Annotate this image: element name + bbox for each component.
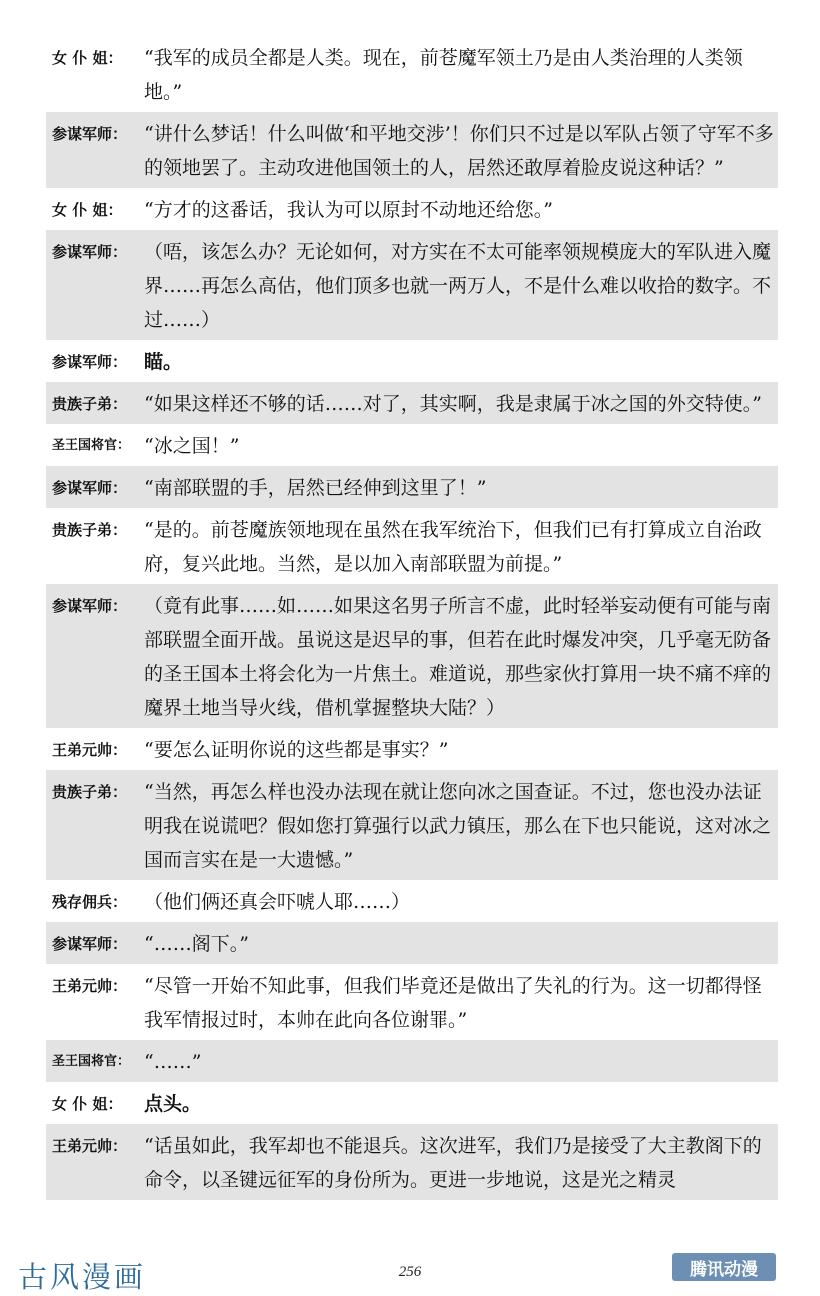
dialogue-row xyxy=(46,112,778,188)
speaker-label: 贵族子弟： xyxy=(52,521,128,539)
dialogue-row xyxy=(46,770,778,880)
dialogue-text: “冰之国！” xyxy=(144,435,240,457)
dialogue-text: “……阁下。” xyxy=(144,933,249,955)
dialogue-row xyxy=(46,508,778,584)
speaker-label: 女 仆 姐： xyxy=(52,1095,123,1113)
dialogue-row xyxy=(46,1040,778,1082)
speaker-label: 女 仆 姐： xyxy=(52,201,123,219)
dialogue-text: “方才的这番话，我认为可以原封不动地还给您。” xyxy=(144,199,553,221)
dialogue-row xyxy=(46,382,778,424)
speaker-label: 王弟元帅： xyxy=(52,741,128,759)
dialogue-row xyxy=(46,922,778,964)
dialogue-row xyxy=(46,424,778,466)
action-text: 瞄。 xyxy=(144,351,183,373)
speaker-label: 残存佣兵： xyxy=(52,893,128,911)
dialogue-text: “要怎么证明你说的这些都是事实？” xyxy=(144,739,449,761)
speaker-label: 参谋军师： xyxy=(52,597,128,615)
dialogue-text: “是的。前苍魔族领地现在虽然在我军统治下，但我们已有打算成立自治政府，复兴此地。当然，是以加入南部联盟为前提。” xyxy=(144,519,762,575)
speaker-label: 参谋军师： xyxy=(52,353,128,371)
speaker-label: 女 仆 姐： xyxy=(52,49,123,67)
dialogue-page xyxy=(46,36,778,1200)
speaker-label: 王弟元帅： xyxy=(52,1137,128,1155)
speaker-label: 圣王国将官： xyxy=(52,438,131,453)
dialogue-text: “当然，再怎么样也没办法现在就让您向冰之国查证。不过，您也没办法证明我在说谎吧？假如您打算强行以武力镇压，那么在下也只能说，这对冰之国而言实在是一大遗憾。” xyxy=(144,781,772,871)
dialogue-text: （竟有此事……如……如果这名男子所言不虚，此时轻举妄动便有可能与南部联盟全面开战。虽说这是迟早的事，但若在此时爆发冲突，几乎毫无防备的圣王国本土将会化为一片焦土。难道说，那些家伙打算用一块不痛不痒的魔界土地当导火线，借机掌握整块大陆？） xyxy=(144,595,772,719)
dialogue-row xyxy=(46,188,778,230)
dialogue-text: （唔，该怎么办？无论如何，对方实在不太可能率领规模庞大的军队进入魔界……再怎么高估，他们顶多也就一两万人，不是什么难以收拾的数字。不过……） xyxy=(144,241,772,331)
dialogue-row xyxy=(46,728,778,770)
dialogue-text: “……” xyxy=(144,1051,202,1073)
dialogue-text: “尽管一开始不知此事，但我们毕竟还是做出了失礼的行为。这一切都得怪我军情报过时，本帅在此向各位谢罪。” xyxy=(144,975,762,1031)
action-text: 点头。 xyxy=(144,1093,202,1115)
dialogue-row xyxy=(46,36,778,112)
speaker-label: 参谋军师： xyxy=(52,125,128,143)
dialogue-text: “讲什么梦话！什么叫做‘和平地交涉’！你们只不过是以军队占领了守军不多的领地罢了。主动攻进他国领土的人，居然还敢厚着脸皮说这种话？” xyxy=(144,123,774,179)
page-number: 256 xyxy=(398,1264,422,1280)
speaker-label: 参谋军师： xyxy=(52,479,128,497)
speaker-label: 王弟元帅： xyxy=(52,977,128,995)
dialogue-row xyxy=(46,584,778,728)
dialogue-text: （他们俩还真会吓唬人耶……） xyxy=(144,891,411,913)
dialogue-text: “南部联盟的手，居然已经伸到这里了！” xyxy=(144,477,487,499)
dialogue-text: “我军的成员全都是人类。现在，前苍魔军领土乃是由人类治理的人类领地。” xyxy=(144,47,743,103)
dialogue-text: “如果这样还不够的话……对了，其实啊，我是隶属于冰之国的外交特使。” xyxy=(144,393,762,415)
speaker-label: 参谋军师： xyxy=(52,243,128,261)
speaker-label: 贵族子弟： xyxy=(52,395,128,413)
dialogue-row xyxy=(46,230,778,340)
dialogue-row xyxy=(46,340,778,382)
dialogue-row xyxy=(46,1124,778,1200)
dialogue-row xyxy=(46,964,778,1040)
speaker-label: 圣王国将官： xyxy=(52,1054,131,1069)
watermark-logo: 腾讯动漫 xyxy=(672,1253,776,1281)
speaker-label: 贵族子弟： xyxy=(52,783,128,801)
speaker-label: 参谋军师： xyxy=(52,935,128,953)
dialogue-row xyxy=(46,1082,778,1124)
source-logo: 古风漫画 xyxy=(18,1260,147,1294)
dialogue-row xyxy=(46,466,778,508)
dialogue-row xyxy=(46,880,778,922)
dialogue-text: “话虽如此，我军却也不能退兵。这次进军，我们乃是接受了大主教阁下的命令，以圣键远征军的身份所为。更进一步地说，这是光之精灵 xyxy=(144,1135,762,1191)
